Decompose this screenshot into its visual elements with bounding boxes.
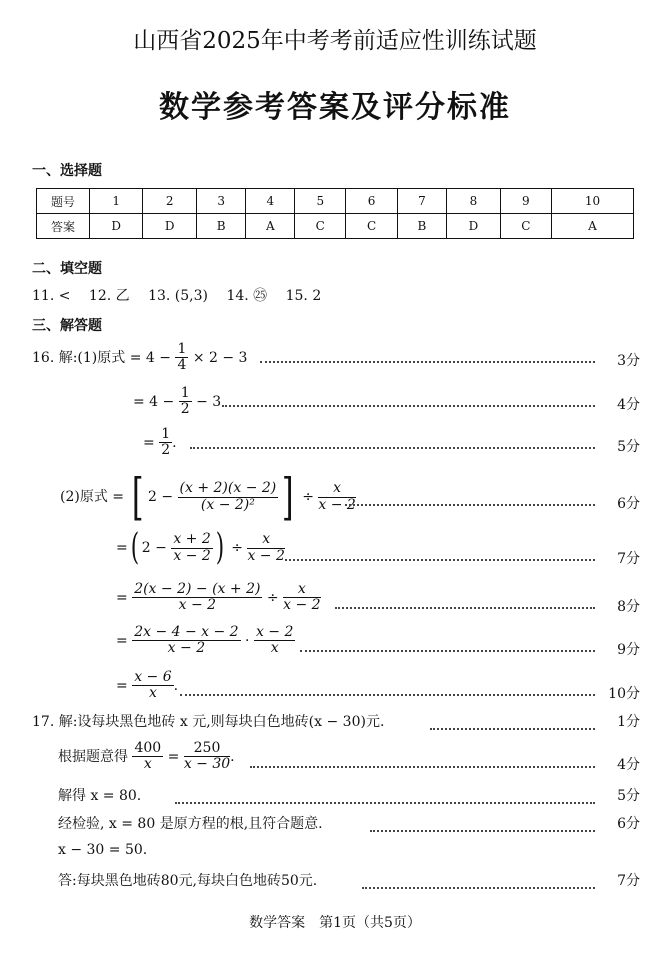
fraction: $\frac{x}{x - 2}$ [283, 581, 321, 614]
question-number-header: 题号 [37, 189, 90, 214]
answer-cell: A [246, 214, 295, 239]
fraction: $\frac{x}{x - 2}$ [247, 531, 285, 564]
answer-cell: B [397, 214, 446, 239]
fraction: $\frac{1}{2}$ [180, 385, 190, 418]
fraction: $\frac{x - 6}{x}$ [134, 669, 172, 702]
question-number: 10 [551, 189, 633, 214]
fraction: $\frac{250}{x - 30}$ [183, 740, 231, 773]
answer-header: 答案 [37, 214, 90, 239]
q16-line-1: 16. 解:(1)原式 = 4 − $\frac{1}{4}$ × 2 − 3 [32, 341, 248, 374]
question-number: 9 [500, 189, 551, 214]
score: 10分 [608, 686, 640, 702]
answer-cell: B [196, 214, 245, 239]
score: 4分 [617, 397, 640, 413]
fraction: $\frac{400}{x}$ [134, 740, 162, 773]
question-number: 4 [246, 189, 295, 214]
answer-cell: C [346, 214, 397, 239]
q17-line-2: 根据题意得 $\frac{400}{x}$ = $\frac{250}{x - 30}$ . [58, 740, 235, 773]
q16-line-3: = $\frac{1}{2}$ . [143, 426, 177, 459]
section-solve: 三、解答题 [32, 318, 102, 334]
table-row [37, 189, 634, 214]
score: 5分 [617, 788, 640, 804]
page-footer: 数学答案 第1页（共5页） [249, 915, 421, 931]
q17-line-6: 答:每块黑色地砖80元,每块白色地砖50元. [58, 873, 318, 889]
fraction: $\frac{(x + 2)(x - 2)}{\text{(x − 2)²}}$ [179, 480, 277, 513]
exam-title: 山西省2025年中考考前适应性训练试题 [133, 28, 537, 54]
answer-cell: C [500, 214, 551, 239]
choice-answer-table [36, 188, 634, 239]
score: 5分 [617, 439, 640, 455]
question-number: 6 [346, 189, 397, 214]
score: 4分 [617, 757, 640, 773]
answer-cell: D [143, 214, 196, 239]
score: 8分 [617, 599, 640, 615]
question-number: 7 [397, 189, 446, 214]
question-number: 1 [90, 189, 143, 214]
question-number: 5 [295, 189, 346, 214]
q16-line-8: = $\frac{x - 6}{x}$ . [116, 669, 179, 702]
q17-line-4: 经检验, x = 80 是原方程的根,且符合题意. [58, 816, 323, 832]
fill-answer: 14. ㉕ [226, 288, 268, 304]
score: 7分 [617, 551, 640, 567]
q16-line-5: =( 2 − $\frac{x + 2}{x - 2}$ ) ÷ $\frac{x}{x - 2}$ [116, 527, 285, 568]
fraction: $\frac{2(x - 2) - (x + 2)}{x - 2}$ [134, 581, 261, 614]
q16-line-7: = $\frac{2x - 4 - x - 2}{x - 2}$ · $\frac{x - 2}{x}$ [116, 624, 294, 657]
q16-line-4: (2)原式 = [ 2 − $\frac{(x + 2)(x - 2)}{\text{(x − 2)²}}$ ] ÷ $\frac{x}{x - 2}$ [60, 468, 356, 526]
q16-line-2: = 4 − $\frac{1}{2}$ − 3 [133, 385, 222, 418]
fill-answers [32, 285, 335, 305]
score: 3分 [617, 353, 640, 369]
table-row [37, 214, 634, 239]
score: 9分 [617, 642, 640, 658]
fraction: $\frac{1}{2}$ [161, 426, 171, 459]
answer-cell: C [295, 214, 346, 239]
question-number: 8 [447, 189, 500, 214]
q17-line-5: x − 30 = 50. [58, 842, 148, 858]
section-choice: 一、选择题 [32, 163, 102, 179]
fraction: $\frac{1}{4}$ [177, 341, 187, 374]
question-number: 2 [143, 189, 196, 214]
score: 6分 [617, 496, 640, 512]
answer-cell: A [551, 214, 633, 239]
fraction: $\frac{x + 2}{x - 2}$ [173, 531, 211, 564]
fill-answer: 12. 乙 [88, 288, 130, 304]
answer-cell: D [447, 214, 500, 239]
answer-cell: D [90, 214, 143, 239]
q17-line-3: 解得 x = 80. [58, 788, 142, 804]
answer-key-title: 数学参考答案及评分标准 [159, 90, 511, 125]
question-number: 3 [196, 189, 245, 214]
fill-answer: 11. < [32, 288, 71, 304]
fraction: $\frac{2x - 4 - x - 2}{x - 2}$ [134, 624, 239, 657]
q16-line-6: = $\frac{2(x - 2) - (x + 2)}{x - 2}$ ÷ $\frac{x}{x - 2}$ [116, 581, 321, 614]
section-fill: 二、填空题 [32, 261, 102, 277]
fraction: $\frac{x}{x - 2}$ [318, 480, 356, 513]
fill-answer: 15. 2 [285, 288, 322, 304]
score: 6分 [617, 816, 640, 832]
fill-answer: 13. (5,3) [148, 288, 208, 304]
score: 1分 [617, 714, 640, 730]
fraction: $\frac{x - 2}{x}$ [255, 624, 294, 657]
score: 7分 [617, 873, 640, 889]
q17-line-1: 17. 解:设每块黑色地砖 x 元,则每块白色地砖(x − 30)元. [32, 714, 385, 730]
